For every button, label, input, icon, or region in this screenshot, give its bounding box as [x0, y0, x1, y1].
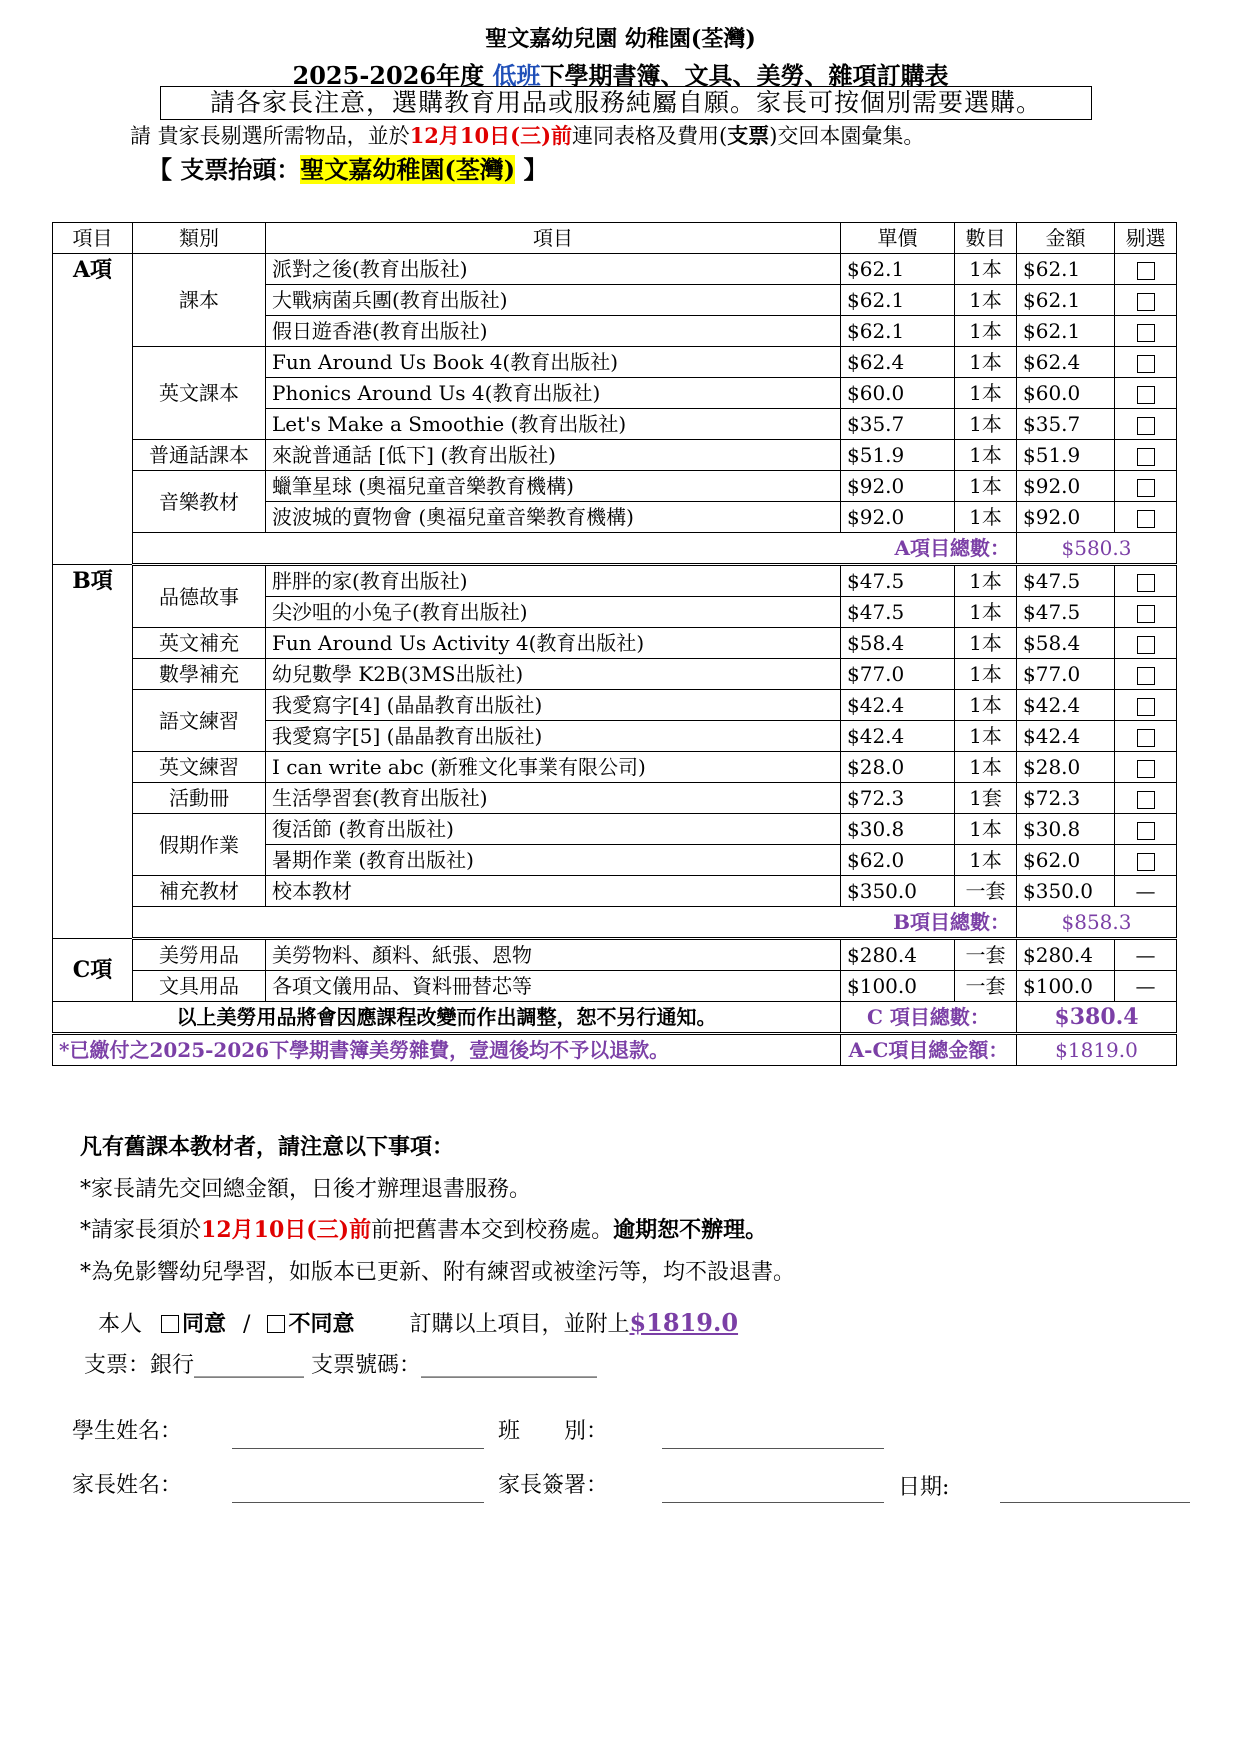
table-header-cell: 項目: [53, 223, 133, 254]
category-cell: 美勞用品: [133, 939, 266, 971]
item-name: 幼兒數學 K2B(3MS出版社): [266, 659, 841, 690]
dash-mark: —: [1135, 974, 1156, 998]
deadline-date: 12月10日(三)前: [409, 123, 573, 148]
grand-total: $1819.0: [1017, 1034, 1177, 1066]
parent-name-field[interactable]: [232, 1502, 484, 1503]
table-row: [53, 690, 1177, 721]
select-checkbox[interactable]: [1137, 324, 1155, 342]
amount: $280.4: [1017, 939, 1115, 971]
cheque-payee-line: 【 支票抬頭：聖文嘉幼稚園(荃灣) 】: [148, 155, 548, 184]
unit-price: $280.4: [841, 939, 955, 971]
item-name: 假日遊香港(教育出版社): [266, 316, 841, 347]
table-row: [53, 783, 1177, 814]
table-header-cell: 數目: [955, 223, 1017, 254]
select-checkbox[interactable]: [1137, 636, 1155, 654]
quantity: 一套: [955, 876, 1017, 907]
amount: $35.7: [1017, 409, 1115, 440]
category-cell: 補充教材: [133, 876, 266, 907]
table-header-row: [53, 223, 1177, 254]
table-row: [53, 814, 1177, 845]
consent-line: 本人 同意 / 不同意 訂購以上項目，並附上$1819.0: [98, 1308, 739, 1337]
item-name: 暑期作業 (教育出版社): [266, 845, 841, 876]
agree-label: 同意: [182, 1311, 227, 1337]
unit-price: $62.1: [841, 316, 955, 347]
class-label: 班 別：: [498, 1419, 609, 1444]
agree-checkbox[interactable]: [161, 1315, 179, 1333]
student-name-label: 學生姓名：: [72, 1419, 183, 1444]
section-total-row: [53, 907, 1177, 939]
category-cell: 英文補充: [133, 628, 266, 659]
note-1: *家長請先交回總金額，日後才辦理退書服務。: [80, 1177, 532, 1202]
table-row: [53, 659, 1177, 690]
section-label: A項: [53, 254, 133, 565]
item-name: 校本教材: [266, 876, 841, 907]
select-checkbox[interactable]: [1137, 355, 1155, 373]
section-total-row: [53, 1002, 1177, 1034]
unit-price: $30.8: [841, 814, 955, 845]
tick-cell[interactable]: [1115, 752, 1177, 783]
parent-sign-label: 家長簽署：: [498, 1473, 609, 1498]
item-name: 大戰病菌兵團(教育出版社): [266, 285, 841, 316]
amount: $77.0: [1017, 659, 1115, 690]
unit-price: $100.0: [841, 971, 955, 1002]
select-checkbox[interactable]: [1137, 667, 1155, 685]
category-cell: 文具用品: [133, 971, 266, 1002]
unit-price: $47.5: [841, 597, 955, 628]
class-name: 低班: [492, 61, 541, 90]
tick-cell[interactable]: [1115, 378, 1177, 409]
refund-note: *已繳付之2025-2026下學期書簿美勞雜費，壹週後均不予以退款。: [53, 1034, 841, 1066]
table-row: [53, 876, 1177, 907]
unit-price: $62.1: [841, 285, 955, 316]
section-label: C項: [53, 939, 133, 1002]
select-checkbox[interactable]: [1137, 417, 1155, 435]
section-total-label: C 項目總數：: [841, 1002, 1017, 1034]
section-total-row: [53, 533, 1177, 565]
cheque-info-line[interactable]: 支票：銀行__________ 支票號碼：________________: [84, 1353, 597, 1378]
item-name: Fun Around Us Activity 4(教育出版社): [266, 628, 841, 659]
unit-price: $28.0: [841, 752, 955, 783]
quantity: 1本: [955, 409, 1017, 440]
grand-total-label: A-C項目總金額：: [841, 1034, 1017, 1066]
table-row: [53, 752, 1177, 783]
quantity: 1本: [955, 814, 1017, 845]
quantity: 1本: [955, 597, 1017, 628]
select-checkbox[interactable]: [1137, 293, 1155, 311]
unit-price: $42.4: [841, 690, 955, 721]
unit-price: $92.0: [841, 471, 955, 502]
note-2: *請家長須於12月10日(三)前前把舊書本交到校務處。逾期恕不辦理。: [80, 1217, 768, 1243]
item-name: 美勞物料、顏料、紙張、恩物: [266, 939, 841, 971]
select-checkbox[interactable]: [1137, 729, 1155, 747]
section-total: $380.4: [1017, 1002, 1177, 1034]
category-cell: 英文課本: [133, 347, 266, 440]
student-name-field[interactable]: [232, 1448, 484, 1449]
table-row: [53, 971, 1177, 1002]
class-field[interactable]: [662, 1448, 884, 1449]
item-name: 派對之後(教育出版社): [266, 254, 841, 285]
item-name: 我愛寫字[4] (晶晶教育出版社): [266, 690, 841, 721]
tick-cell[interactable]: [1115, 659, 1177, 690]
quantity: 1本: [955, 690, 1017, 721]
amount: $47.5: [1017, 597, 1115, 628]
notes-heading: 凡有舊課本教材者，請注意以下事項：: [80, 1134, 455, 1160]
item-name: 波波城的賣物會 (奧福兒童音樂教育機構): [266, 502, 841, 533]
table-row: [53, 628, 1177, 659]
quantity: 1本: [955, 752, 1017, 783]
category-cell: 普通話課本: [133, 440, 266, 471]
tick-cell[interactable]: [1115, 690, 1177, 721]
note-3: *為免影響幼兒學習，如版本已更新、附有練習或被塗污等，均不設退書。: [80, 1260, 796, 1285]
unit-price: $62.0: [841, 845, 955, 876]
tick-cell[interactable]: [1115, 628, 1177, 659]
section-label: B項: [53, 565, 133, 939]
table-row: [53, 254, 1177, 285]
unit-price: $51.9: [841, 440, 955, 471]
quantity: 1本: [955, 254, 1017, 285]
select-checkbox[interactable]: [1137, 822, 1155, 840]
parent-sign-field[interactable]: [662, 1502, 884, 1503]
cheque-payee: 聖文嘉幼稚園(荃灣): [300, 155, 516, 184]
amount: $62.1: [1017, 254, 1115, 285]
table-header-cell: 單價: [841, 223, 955, 254]
quantity: 1本: [955, 347, 1017, 378]
category-cell: 語文練習: [133, 690, 266, 752]
select-checkbox[interactable]: [1137, 479, 1155, 497]
table-row: [53, 440, 1177, 471]
section-total: $580.3: [1017, 533, 1177, 565]
select-checkbox[interactable]: [1137, 386, 1155, 404]
unit-price: $92.0: [841, 502, 955, 533]
unit-price: $42.4: [841, 721, 955, 752]
item-name: 各項文儀用品、資料冊替芯等: [266, 971, 841, 1002]
quantity: 1本: [955, 440, 1017, 471]
table-header-cell: 類別: [133, 223, 266, 254]
tick-cell: [1115, 939, 1177, 971]
school-name: 聖文嘉幼兒園 幼稚園(荃灣): [485, 26, 756, 52]
tick-cell[interactable]: [1115, 721, 1177, 752]
unit-price: $350.0: [841, 876, 955, 907]
item-name: Fun Around Us Book 4(教育出版社): [266, 347, 841, 378]
instruction-line: 請 貴家長剔選所需物品，並於12月10日(三)前連同表格及費用(支票)交回本園彙集。: [130, 123, 925, 148]
amount: $60.0: [1017, 378, 1115, 409]
quantity: 1本: [955, 471, 1017, 502]
grand-total-row: [53, 1034, 1177, 1066]
tick-cell[interactable]: [1115, 565, 1177, 597]
item-name: 胖胖的家(教育出版社): [266, 565, 841, 597]
category-cell: 音樂教材: [133, 471, 266, 533]
item-name: 我愛寫字[5] (晶晶教育出版社): [266, 721, 841, 752]
amount: $100.0: [1017, 971, 1115, 1002]
tick-cell: [1115, 876, 1177, 907]
amount: $62.1: [1017, 316, 1115, 347]
select-checkbox[interactable]: [1137, 510, 1155, 528]
table-header-cell: 剔選: [1115, 223, 1177, 254]
tick-cell[interactable]: [1115, 471, 1177, 502]
amount: $51.9: [1017, 440, 1115, 471]
amount: $62.4: [1017, 347, 1115, 378]
amount: $30.8: [1017, 814, 1115, 845]
quantity: 1本: [955, 378, 1017, 409]
section-total: $858.3: [1017, 907, 1177, 939]
section-total-label: B項目總數：: [133, 907, 1017, 939]
item-name: 尖沙咀的小兔子(教育出版社): [266, 597, 841, 628]
tick-cell[interactable]: [1115, 845, 1177, 876]
table-row: [53, 939, 1177, 971]
category-cell: 活動冊: [133, 783, 266, 814]
table-header-cell: 金額: [1017, 223, 1115, 254]
amount: $28.0: [1017, 752, 1115, 783]
order-table: [52, 222, 1177, 1066]
category-cell: 課本: [133, 254, 266, 347]
table-header-cell: 項目: [266, 223, 841, 254]
unit-price: $77.0: [841, 659, 955, 690]
form-title-text: 下學期書簿、文具、美勞、雜項訂購表: [540, 61, 949, 90]
table-row: [53, 347, 1177, 378]
tick-cell[interactable]: [1115, 440, 1177, 471]
disagree-checkbox[interactable]: [267, 1315, 285, 1333]
item-name: Phonics Around Us 4(教育出版社): [266, 378, 841, 409]
dash-mark: —: [1135, 943, 1156, 967]
item-name: 來說普通話 [低下] (教育出版社): [266, 440, 841, 471]
unit-price: $35.7: [841, 409, 955, 440]
consent-amount: $1819.0: [629, 1308, 739, 1337]
quantity: 1本: [955, 845, 1017, 876]
item-name: I can write abc (新雅文化事業有限公司): [266, 752, 841, 783]
quantity: 1本: [955, 565, 1017, 597]
select-checkbox[interactable]: [1137, 760, 1155, 778]
select-checkbox[interactable]: [1137, 262, 1155, 280]
item-name: 生活學習套(教育出版社): [266, 783, 841, 814]
quantity: 1本: [955, 502, 1017, 533]
amount: $42.4: [1017, 721, 1115, 752]
amount: $42.4: [1017, 690, 1115, 721]
select-checkbox[interactable]: [1137, 448, 1155, 466]
dash-mark: —: [1135, 879, 1156, 903]
select-checkbox[interactable]: [1137, 574, 1155, 592]
amount: $72.3: [1017, 783, 1115, 814]
tick-cell[interactable]: [1115, 347, 1177, 378]
tick-cell[interactable]: [1115, 316, 1177, 347]
select-checkbox[interactable]: [1137, 791, 1155, 809]
tick-cell: [1115, 971, 1177, 1002]
tick-cell[interactable]: [1115, 783, 1177, 814]
item-name: Let's Make a Smoothie (教育出版社): [266, 409, 841, 440]
select-checkbox[interactable]: [1137, 605, 1155, 623]
unit-price: $58.4: [841, 628, 955, 659]
category-cell: 數學補充: [133, 659, 266, 690]
disagree-label: 不同意: [288, 1311, 355, 1337]
quantity: 一套: [955, 971, 1017, 1002]
unit-price: $47.5: [841, 565, 955, 597]
quantity: 1套: [955, 783, 1017, 814]
date-label: 日期:: [898, 1475, 950, 1500]
table-row: [53, 471, 1177, 502]
category-cell: 品德故事: [133, 565, 266, 628]
unit-price: $62.4: [841, 347, 955, 378]
unit-price: $62.1: [841, 254, 955, 285]
select-checkbox[interactable]: [1137, 853, 1155, 871]
amount: $92.0: [1017, 471, 1115, 502]
tick-cell[interactable]: [1115, 254, 1177, 285]
quantity: 1本: [955, 628, 1017, 659]
quantity: 1本: [955, 285, 1017, 316]
unit-price: $72.3: [841, 783, 955, 814]
item-name: 復活節 (教育出版社): [266, 814, 841, 845]
amount: $62.1: [1017, 285, 1115, 316]
quantity: 1本: [955, 721, 1017, 752]
voluntary-notice: 請各家長注意，選購教育用品或服務純屬自願。家長可按個別需要選購。: [160, 86, 1092, 120]
section-total-label: A項目總數：: [133, 533, 1017, 565]
date-field[interactable]: [1000, 1502, 1190, 1503]
amount: $47.5: [1017, 565, 1115, 597]
tick-cell[interactable]: [1115, 409, 1177, 440]
quantity: 1本: [955, 316, 1017, 347]
amount: $92.0: [1017, 502, 1115, 533]
tick-cell[interactable]: [1115, 285, 1177, 316]
table-row: [53, 565, 1177, 597]
tick-cell[interactable]: [1115, 597, 1177, 628]
category-cell: 假期作業: [133, 814, 266, 876]
quantity: 1本: [955, 659, 1017, 690]
amount: $58.4: [1017, 628, 1115, 659]
amount: $62.0: [1017, 845, 1115, 876]
tick-cell[interactable]: [1115, 502, 1177, 533]
amount: $350.0: [1017, 876, 1115, 907]
tick-cell[interactable]: [1115, 814, 1177, 845]
parent-name-label: 家長姓名：: [72, 1473, 183, 1498]
unit-price: $60.0: [841, 378, 955, 409]
school-year: 2025-2026年度: [292, 61, 485, 90]
quantity: 一套: [955, 939, 1017, 971]
item-name: 蠟筆星球 (奧福兒童音樂教育機構): [266, 471, 841, 502]
section-note: 以上美勞用品將會因應課程改變而作出調整，恕不另行通知。: [53, 1002, 841, 1034]
category-cell: 英文練習: [133, 752, 266, 783]
select-checkbox[interactable]: [1137, 698, 1155, 716]
